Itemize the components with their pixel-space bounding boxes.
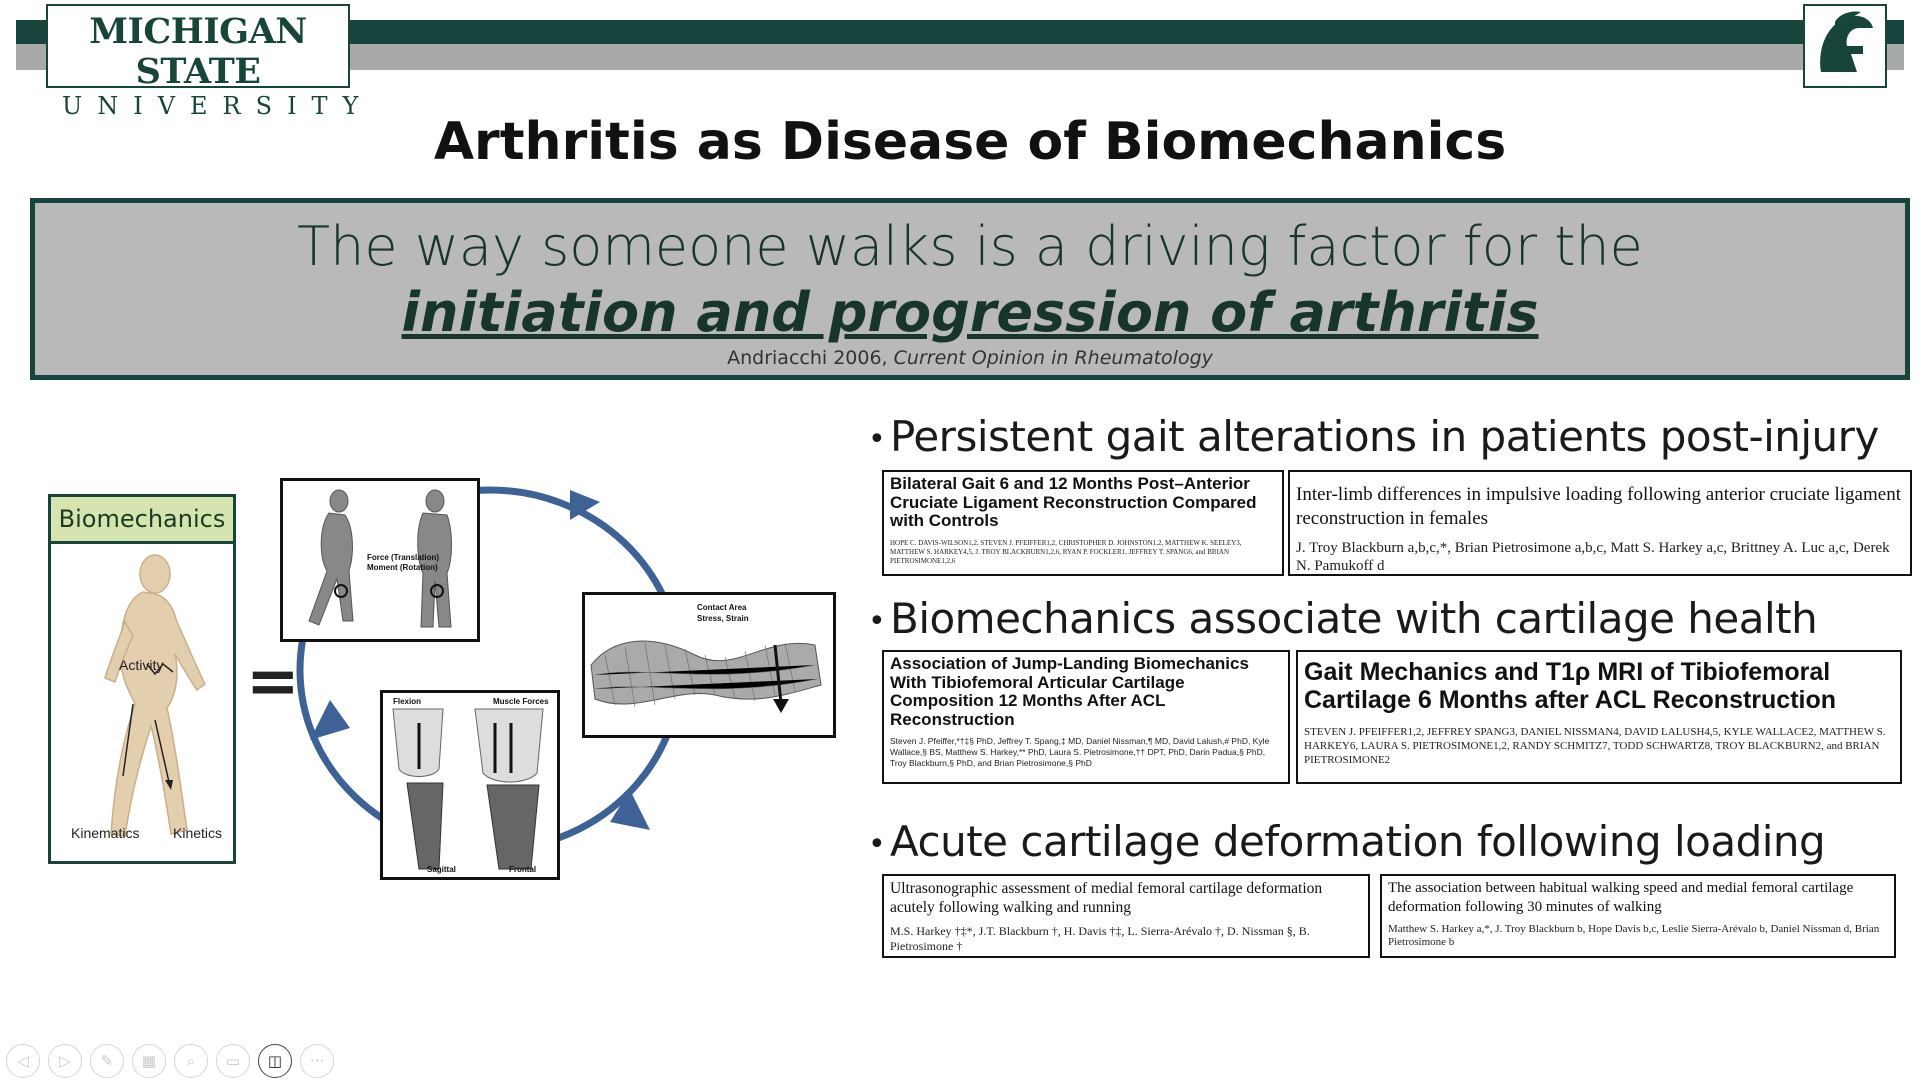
quote-line-2: initiation and progression of arthritis — [401, 281, 1539, 344]
next-arrow-icon[interactable]: ▷ — [48, 1044, 82, 1078]
flexion-label: Flexion — [393, 697, 422, 706]
logo-line-1: MICHIGAN STATE — [89, 11, 307, 92]
quote-cite-journal: Current Opinion in Rheumatology — [893, 347, 1213, 369]
slide-title: Arthritis as Disease of Biomechanics — [433, 112, 1507, 172]
subtitles-icon[interactable]: ▭ — [216, 1044, 250, 1078]
paper-citation — [882, 470, 1284, 576]
paper-3-title: Association of Jump-Landing Biomechanics With Tibiofemoral Articular Cartilage Composition 12 Months After ACL Reconstruction — [890, 654, 1249, 730]
stress-strain-label: Stress, Strain — [697, 614, 749, 623]
paper-6-title: The association between habitual walking speed and medial femoral cartilage deformation following 30 minutes of walking — [1388, 880, 1854, 915]
paper-citation — [882, 874, 1370, 958]
paper-4-authors: STEVEN J. PFEIFFER1,2, JEFFREY SPANG3, DANIEL NISSMAN4, DAVID LALUSH4,5, KYLE WALLACE2, MATTHEW S. HARKEY6, LAURA S. PIETROSIMONE1,2, RANDY SCHMITZ7, TODD SCHWARTZ8, TROY BLACKBURN2, and BRIAN PIETROSIMONE2 — [1304, 726, 1886, 766]
walking-figure-illustration — [51, 544, 233, 861]
bullet-2-text: Biomechanics associate with cartilage health — [890, 594, 1818, 643]
paper-2-authors: J. Troy Blackburn a,b,c,*, Brian Pietrosimone a,b,c, Matt S. Harkey a,c, Brittney A. Luc a,c, Derek N. Pamukoff d — [1296, 539, 1890, 575]
kinetics-label: Kinetics — [173, 825, 223, 841]
gait-figures-image — [280, 478, 480, 642]
paper-2-title: Inter-limb differences in impulsive loading following anterior cruciate ligament reconstruction in females — [1296, 484, 1901, 529]
knee-forces-image — [380, 690, 560, 880]
msu-logo — [46, 4, 374, 120]
slides-grid-icon[interactable]: ▦ — [132, 1044, 166, 1078]
previous-arrow-icon[interactable]: ◁ — [6, 1044, 40, 1078]
paper-5-authors: M.S. Harkey †‡*, J.T. Blackburn †, H. Davis †‡, L. Sierra-Arévalo †, D. Nissman §, B. Pietrosimone † — [890, 923, 1310, 953]
paper-1-authors: HOPE C. DAVIS-WILSON1,2, STEVEN J. PFEIFFER1,2, CHRISTOPHER D. JOHNSTON1,2, MATTHEW K. SEELEY3, MATTHEW S. HARKEY4,5, J. TROY BLACKBURN1,2,6, RYAN P. FOCKLER1, JEFFREY T. SPANG6, and BRIAN PIETROSIMONE1,2,6 — [890, 539, 1242, 565]
paper-1-title: Bilateral Gait 6 and 12 Months Post–Anterior Cruciate Ligament Reconstruction Compared with Controls — [890, 474, 1257, 531]
bullet-3-text: Acute cartilage deformation following loading — [890, 817, 1826, 866]
bullet-1: • Persistent gait alterations in patients post-injury — [868, 412, 1879, 461]
contact-area-image — [582, 592, 836, 738]
biomechanics-panel — [48, 494, 236, 864]
paper-4-title: Gait Mechanics and T1ρ MRI of Tibiofemoral Cartilage 6 Months after ACL Reconstruction — [1304, 658, 1837, 714]
bullet-1-text: Persistent gait alterations in patients post-injury — [890, 412, 1879, 461]
kinematics-label: Kinematics — [71, 825, 140, 841]
camera-icon[interactable]: ◫ — [258, 1044, 292, 1078]
logo-line-2: UNIVERSITY — [62, 92, 374, 120]
spartan-helmet-icon — [1803, 4, 1887, 88]
paper-citation — [1288, 470, 1912, 576]
zoom-icon[interactable]: ⌕ — [174, 1044, 208, 1078]
paper-citation — [1380, 874, 1896, 958]
paper-citation — [1296, 650, 1902, 784]
quote-cite-author: Andriacchi 2006, — [727, 347, 888, 369]
quote-line-1: The way someone walks is a driving factor for the — [297, 215, 1643, 278]
contact-area-label: Contact Area — [697, 603, 747, 612]
bullet-3: • Acute cartilage deformation following loading — [868, 817, 1826, 866]
bullet-2: • Biomechanics associate with cartilage health — [868, 594, 1818, 643]
frontal-label: Frontal — [509, 865, 537, 874]
activity-label: Activity — [119, 657, 164, 673]
pen-icon[interactable]: ✎ — [90, 1044, 124, 1078]
paper-6-authors: Matthew S. Harkey a,*, J. Troy Blackburn b, Hope Davis b,c, Leslie Sierra-Arévalo b, Daniel Nissman d, Brian Pietrosimone b — [1388, 922, 1880, 949]
quote-citation — [35, 347, 1905, 369]
muscle-forces-label: Muscle Forces — [493, 697, 549, 706]
sagittal-label: Sagittal — [427, 865, 456, 874]
equals-sign: = — [246, 645, 300, 719]
paper-5-title: Ultrasonographic assessment of medial femoral cartilage deformation acutely following walking and running — [890, 880, 1323, 917]
slideshow-toolbar — [6, 1044, 334, 1082]
paper-citation — [882, 650, 1290, 784]
paper-3-authors: Steven J. Pfeiffer,*†‡§ PhD, Jeffrey T. Spang,‡ MD, Daniel Nissman,¶ MD, David Lalush,# PhD, Kyle Wallace,§ BS, Matthew S. Harkey,** PhD, Laura S. Pietrosimone,†† DPT, PhD, Darin Padua,§ PhD, Troy Blackburn,§ PhD, and Brian Pietrosimone,§ PhD — [890, 735, 1270, 768]
biomechanics-label: Biomechanics — [51, 497, 233, 544]
more-options-icon[interactable]: ··· — [300, 1044, 334, 1078]
force-translation-label: Force (Translation) — [367, 553, 440, 562]
quote-box — [30, 198, 1910, 380]
moment-rotation-label: Moment (Rotation) — [367, 563, 438, 572]
